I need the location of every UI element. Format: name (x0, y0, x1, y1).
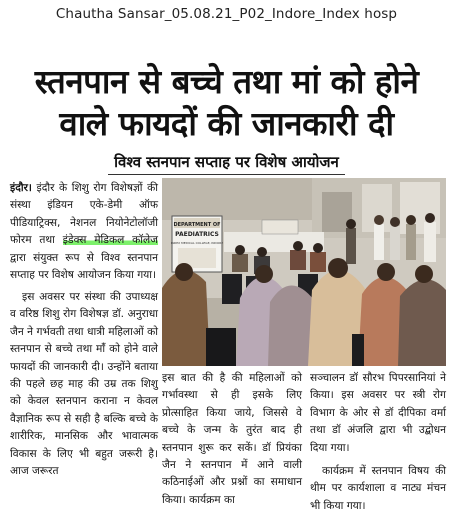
clipping-caption: Chautha Sansar_05.08.21_P02_Indore_Index hosp (55, 6, 398, 22)
event-photo (162, 178, 446, 366)
paragraph-intro-part1: इंदौर के शिशु रोग विशेषज्ञों की संस्था इंडियन एके-डेमी ऑफ पीडियाट्रिक्स, नेशनल नियोनेटोलॉजी फोरम तथा (10, 182, 158, 247)
banner-line-3: INDEX MEDICAL COLLEGE, INDORE (170, 241, 224, 245)
paragraph-speaker: इस अवसर पर संस्था की उपाध्यक्ष व वरिष्ठ शिशु रोग विशेषज्ञ डॉ. अनुराधा जैन ने गर्भवती तथा धात्री महिलाओं को स्तनपान से बच्चे तथा मांँ को होने वाले फायदों की जानकारी दी। उन्होंने बताया की पहले छह माह की उम्र तक शिशु को केवल स्तनपान कराना न केवल वैज्ञानिक रूप से सही है बल्कि बच्चे के शारीरिक, मानसिक और भावात्मक विकास के लिए भी बहुत जरूरी है। आज जरूरत (10, 291, 158, 478)
banner-line-2: PAEDIATRICS (175, 231, 219, 238)
paragraph-guidance: इस बात की है की महिलाओं को गर्भावस्था से ही इसके लिए प्रोत्साहित किया जाये, जिससे वे बच्चे के जन्म के तुरंत बाद ही स्तनपान शुरू कर सकें। डॉ प्रियंका जैन ने स्तनपान में आने वाली कठिनाईओं और प्रश्नों का समाधान किया। कार्यक्रम का (162, 372, 302, 506)
paragraph-intro-part2: द्वारा संयुक्त रूप से विश्व स्तनपान सप्ताह पर विशेष आयोजन किया गया। (10, 251, 158, 282)
highlighted-college-name: इंडेक्स मेडिकल कॉलेज (62, 234, 158, 247)
paragraph-workshop: कार्यक्रम में स्तनपान विषय की थीम पर कार्यशाला व नाट्य मंचन भी किया गया। (310, 465, 446, 512)
paragraph-anchor: सञ्चालन डॉ सौरभ पिपरसानियां ने किया। इस अवसर पर स्त्री रोग विभाग के ओर से डॉ दीपिका वर्मा तथा डॉ अंजलि द्वारा भी उद्बोधन दिया गया। (310, 372, 446, 454)
subheadline: विश्व स्तनपान सप्ताह पर विशेष आयोजन (108, 152, 345, 175)
event-photo-graphic (162, 178, 446, 366)
dateline: इंदौर। (10, 182, 32, 194)
paragraph-intro (10, 180, 158, 284)
banner-line-1: DEPARTMENT OF (173, 222, 221, 228)
column-three (310, 370, 446, 515)
subheadline-container (0, 152, 453, 175)
headline-line-2: वाले फायदों की जानकारी दी (59, 104, 394, 143)
headline-line-1: स्तनपान से बच्चे तथा मां को होने (34, 62, 419, 101)
